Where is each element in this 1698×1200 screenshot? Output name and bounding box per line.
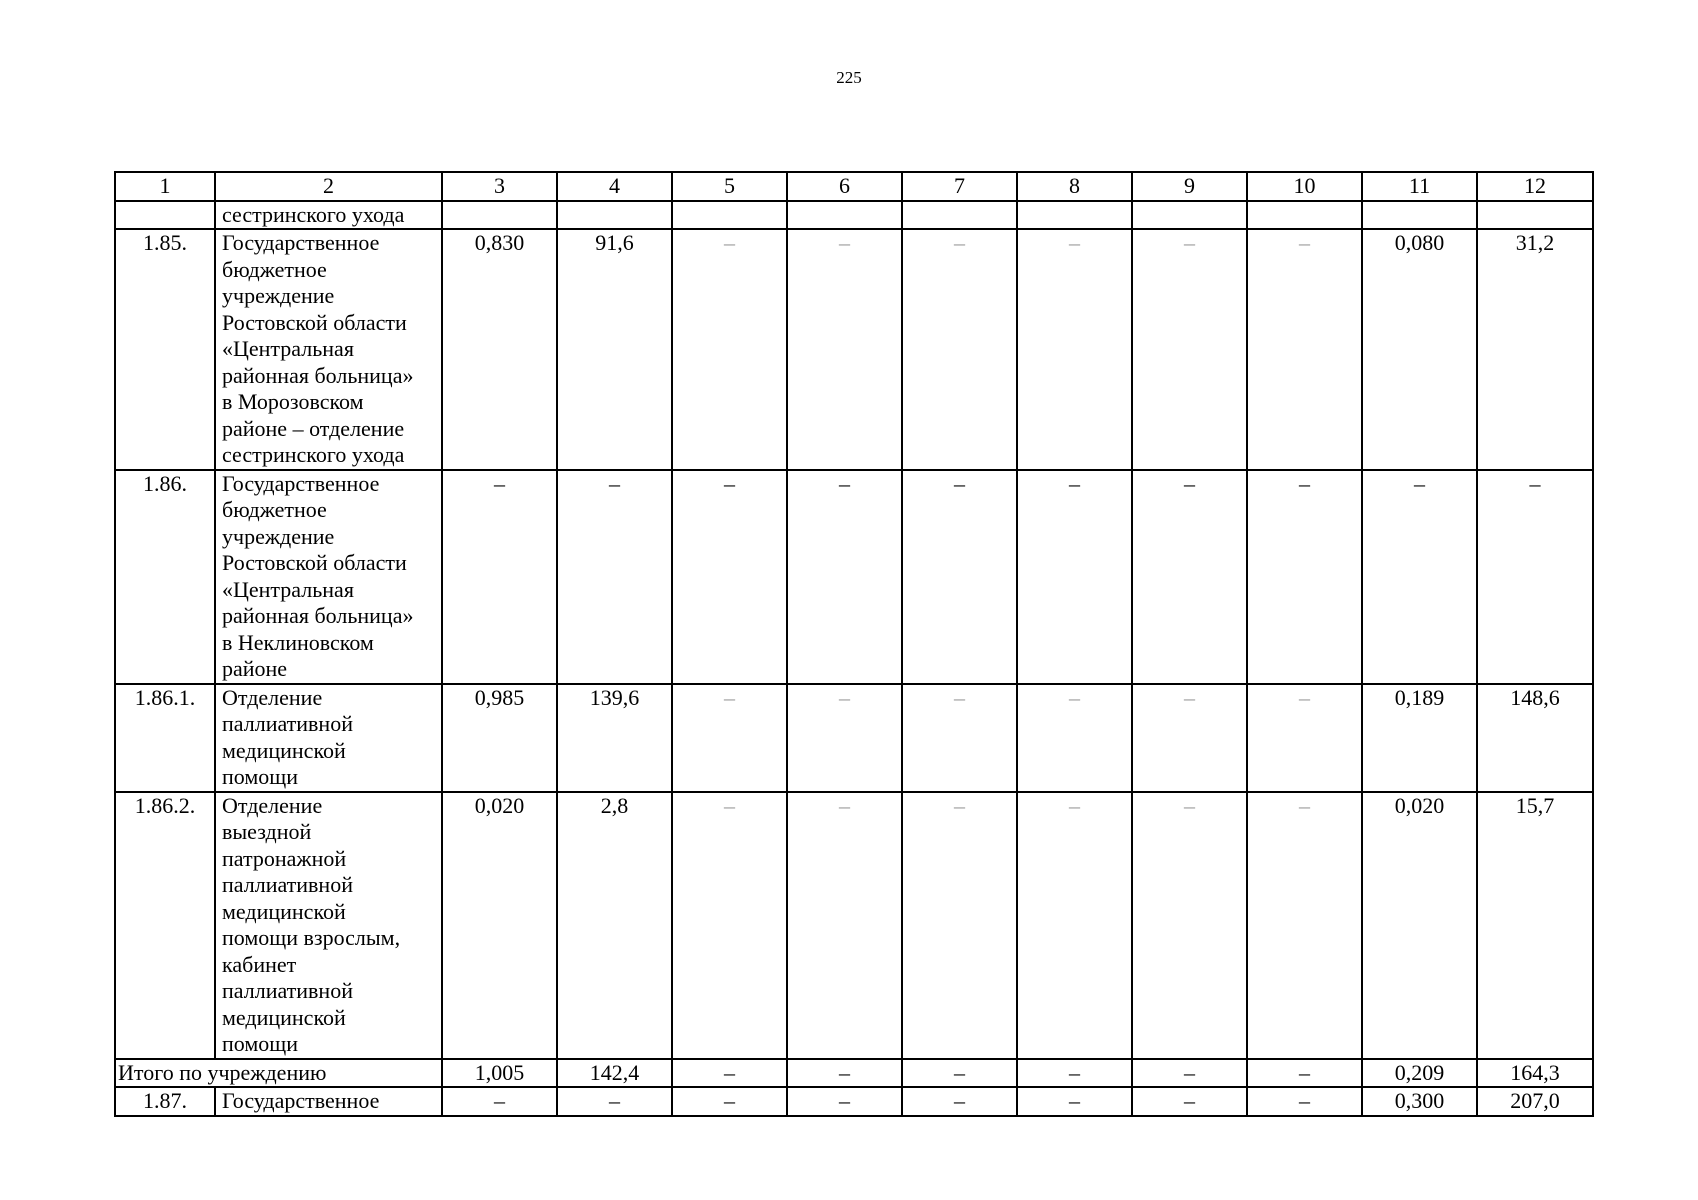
row-name-line: сестринского ухода: [222, 201, 405, 227]
header-cell: 6: [787, 172, 902, 201]
data-table: [114, 171, 1594, 1117]
value-cell: [1132, 201, 1247, 230]
header-cell: 9: [1132, 172, 1247, 201]
value-cell: –: [787, 1087, 902, 1116]
table-row: [115, 684, 1593, 792]
value-cell: 91,6: [557, 229, 672, 470]
row-name: [215, 470, 442, 684]
row-number: [115, 201, 215, 230]
table-row: [115, 470, 1593, 684]
value-cell: –: [787, 229, 902, 470]
value-cell: 0,080: [1362, 229, 1477, 470]
value-cell: 0,985: [442, 684, 557, 792]
value-cell: –: [902, 792, 1017, 1059]
value-cell: [787, 201, 902, 230]
value-cell: –: [902, 1087, 1017, 1116]
value-cell: [1477, 201, 1593, 230]
value-cell: –: [1017, 684, 1132, 792]
row-name-line: медицинской: [222, 898, 346, 924]
value-cell: [1017, 201, 1132, 230]
table-row: [115, 201, 1593, 230]
row-name-line: «Центральная: [222, 576, 354, 602]
total-value-cell: 142,4: [557, 1059, 672, 1088]
row-name-line: районе: [222, 656, 288, 681]
row-name-line: районная больница»: [222, 362, 414, 388]
value-cell: –: [787, 792, 902, 1059]
header-row: [115, 172, 1593, 201]
row-name: [215, 201, 442, 230]
value-cell: 207,0: [1477, 1087, 1593, 1116]
header-cell: 12: [1477, 172, 1593, 201]
row-number: 1.86.1.: [115, 684, 215, 792]
row-number: 1.85.: [115, 229, 215, 470]
table-row: [115, 229, 1593, 470]
header-cell: 8: [1017, 172, 1132, 201]
row-number: 1.87.: [115, 1087, 215, 1116]
row-name-line: учреждение: [222, 523, 335, 549]
value-cell: 148,6: [1477, 684, 1593, 792]
row-name-line: районная больница»: [222, 603, 414, 628]
row-name: [215, 229, 442, 470]
row-name-line: паллиативной: [222, 711, 353, 736]
value-cell: [1362, 201, 1477, 230]
row-name-line: в Морозовском: [222, 389, 364, 414]
row-name-line: сестринского ухода: [222, 442, 405, 467]
value-cell: –: [1132, 792, 1247, 1059]
row-name-line: учреждение: [222, 283, 335, 308]
value-cell: –: [1247, 470, 1362, 684]
value-cell: –: [1132, 229, 1247, 470]
total-value-cell: 0,209: [1362, 1059, 1477, 1088]
header-cell: 7: [902, 172, 1017, 201]
total-label: Итого по учреждению: [115, 1059, 442, 1088]
value-cell: –: [442, 470, 557, 684]
row-name: [215, 792, 442, 1059]
value-cell: –: [672, 470, 787, 684]
value-cell: –: [672, 1087, 787, 1116]
value-cell: 139,6: [557, 684, 672, 792]
row-name-line: Ростовской области: [222, 550, 407, 575]
value-cell: –: [672, 684, 787, 792]
value-cell: –: [1017, 470, 1132, 684]
row-name: Государственное: [215, 1087, 442, 1116]
row-name-line: помощи: [222, 764, 298, 789]
value-cell: –: [442, 1087, 557, 1116]
table-row: [115, 1087, 1593, 1116]
page-number: 225: [836, 68, 862, 87]
value-cell: 0,020: [442, 792, 557, 1059]
value-cell: –: [672, 792, 787, 1059]
value-cell: –: [1247, 792, 1362, 1059]
value-cell: –: [557, 470, 672, 684]
header-cell: 11: [1362, 172, 1477, 201]
value-cell: 31,2: [1477, 229, 1593, 470]
value-cell: [557, 201, 672, 230]
value-cell: –: [672, 229, 787, 470]
total-value-cell: –: [672, 1059, 787, 1088]
row-name-line: медицинской: [222, 1004, 346, 1030]
value-cell: –: [1247, 229, 1362, 470]
value-cell: –: [787, 470, 902, 684]
row-name-line: паллиативной: [222, 872, 353, 897]
value-cell: –: [1017, 792, 1132, 1059]
value-cell: –: [787, 684, 902, 792]
row-name-line: Государственное: [222, 230, 380, 255]
value-cell: 15,7: [1477, 792, 1593, 1059]
row-name-line: в Неклиновском: [222, 629, 374, 655]
header-cell: 3: [442, 172, 557, 201]
row-name-line: Ростовской области: [222, 309, 407, 335]
row-name-line: Отделение: [222, 792, 323, 818]
total-value-cell: –: [1017, 1059, 1132, 1088]
total-value-cell: –: [902, 1059, 1017, 1088]
value-cell: [902, 201, 1017, 230]
value-cell: –: [1247, 684, 1362, 792]
row-name-line: Государственное: [222, 470, 380, 496]
row-number: 1.86.2.: [115, 792, 215, 1059]
value-cell: –: [1247, 1087, 1362, 1116]
row-name-line: медицинской: [222, 737, 346, 763]
value-cell: –: [1362, 470, 1477, 684]
value-cell: –: [1132, 470, 1247, 684]
header-cell: 10: [1247, 172, 1362, 201]
total-value-cell: 1,005: [442, 1059, 557, 1088]
total-value-cell: –: [1247, 1059, 1362, 1088]
header-cell: 4: [557, 172, 672, 201]
value-cell: 0,020: [1362, 792, 1477, 1059]
row-name-line: паллиативной: [222, 978, 353, 1003]
total-row: [115, 1059, 1593, 1088]
value-cell: 2,8: [557, 792, 672, 1059]
value-cell: 0,189: [1362, 684, 1477, 792]
row-name-line: выездной: [222, 819, 312, 844]
value-cell: –: [902, 470, 1017, 684]
value-cell: [442, 201, 557, 230]
row-name: [215, 684, 442, 792]
row-name-line: Отделение: [222, 684, 323, 710]
header-cell: 1: [115, 172, 215, 201]
header-cell: 5: [672, 172, 787, 201]
row-name-line: «Центральная: [222, 336, 354, 361]
table-body: [115, 172, 1593, 1116]
row-name-line: бюджетное: [222, 497, 327, 522]
value-cell: [672, 201, 787, 230]
value-cell: –: [1132, 684, 1247, 792]
value-cell: –: [1017, 1087, 1132, 1116]
value-cell: –: [557, 1087, 672, 1116]
value-cell: –: [902, 684, 1017, 792]
total-value-cell: –: [787, 1059, 902, 1088]
row-name-line: бюджетное: [222, 256, 327, 282]
row-name-line: кабинет: [222, 951, 297, 977]
row-name-line: районе – отделение: [222, 415, 405, 441]
row-number: 1.86.: [115, 470, 215, 684]
value-cell: –: [1132, 1087, 1247, 1116]
row-name-line: помощи взрослым,: [222, 925, 401, 950]
row-name-line: помощи: [222, 1031, 298, 1056]
value-cell: –: [1477, 470, 1593, 684]
total-value-cell: –: [1132, 1059, 1247, 1088]
value-cell: –: [902, 229, 1017, 470]
value-cell: –: [1017, 229, 1132, 470]
value-cell: 0,830: [442, 229, 557, 470]
value-cell: 0,300: [1362, 1087, 1477, 1116]
row-name-line: патронажной: [222, 845, 347, 871]
header-cell: 2: [215, 172, 442, 201]
total-value-cell: 164,3: [1477, 1059, 1593, 1088]
value-cell: [1247, 201, 1362, 230]
table-row: [115, 792, 1593, 1059]
